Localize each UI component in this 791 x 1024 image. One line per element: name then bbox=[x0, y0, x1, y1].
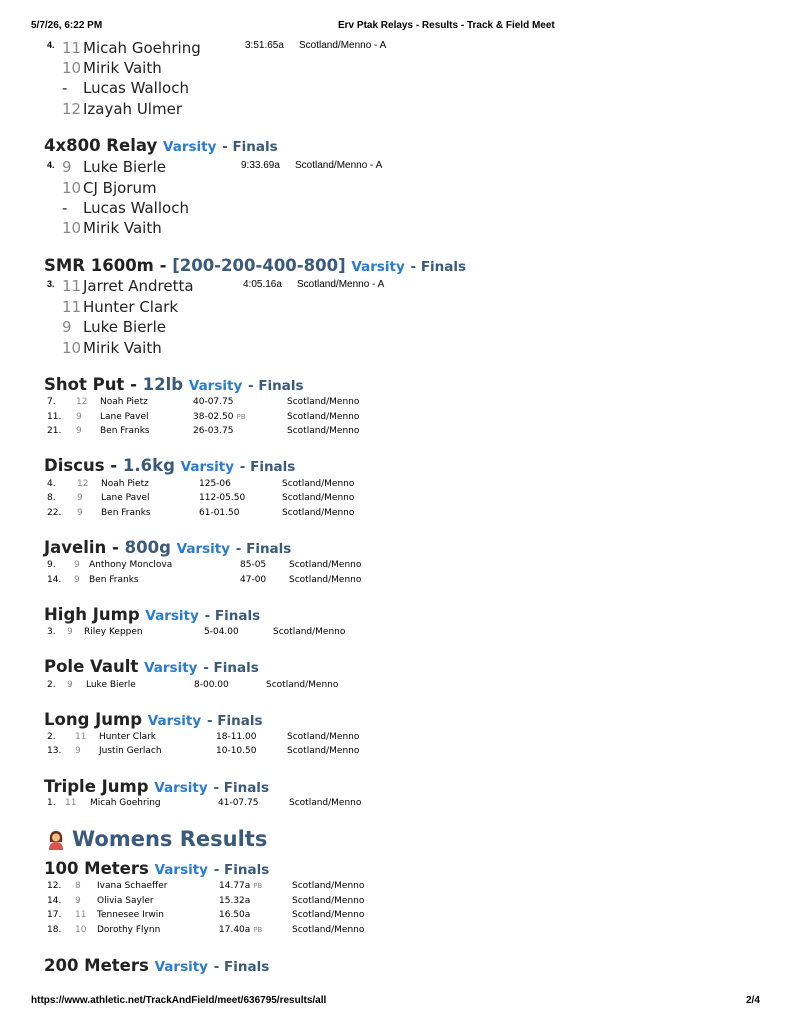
relay-place: 4. bbox=[47, 160, 55, 170]
event-title-pole-vault[interactable]: Pole Vault Varsity - Finals bbox=[44, 657, 259, 676]
mark: 17.40a PB bbox=[219, 925, 263, 935]
athlete-name[interactable]: Ben Franks bbox=[101, 508, 151, 518]
relay-team[interactable]: Scotland/Menno - A bbox=[295, 160, 383, 171]
woman-icon bbox=[46, 829, 66, 851]
athlete-name[interactable]: Justin Gerlach bbox=[99, 746, 162, 756]
grade: 10 bbox=[75, 925, 87, 935]
grade: 9 bbox=[76, 426, 82, 436]
pb-badge: PB bbox=[253, 882, 263, 890]
relay-time: 3:51.65a bbox=[245, 40, 284, 51]
grade: 9 bbox=[67, 680, 73, 690]
section-heading-womens: Womens Results bbox=[72, 827, 268, 851]
team[interactable]: Scotland/Menno bbox=[292, 881, 365, 891]
place: 14. bbox=[47, 575, 62, 585]
place: 4. bbox=[47, 479, 56, 489]
relay-time: 4:05.16a bbox=[243, 279, 282, 290]
mark: 38-02.50 PB bbox=[193, 412, 246, 422]
grade: 9 bbox=[74, 575, 80, 585]
mark: 18-11.00 bbox=[216, 732, 257, 742]
event-title-high-jump[interactable]: High Jump Varsity - Finals bbox=[44, 605, 261, 624]
event-title-200m[interactable]: 200 Meters Varsity - Finals bbox=[44, 956, 270, 975]
runner-name[interactable]: Lucas Walloch bbox=[83, 199, 189, 217]
athlete-name[interactable]: Lane Pavel bbox=[100, 412, 149, 422]
runner-name[interactable]: Izayah Ulmer bbox=[83, 100, 182, 118]
place: 22. bbox=[47, 508, 62, 518]
mark: 10-10.50 bbox=[216, 746, 257, 756]
athlete-name[interactable]: Luke Bierle bbox=[86, 680, 136, 690]
relay-place: 3. bbox=[47, 279, 55, 289]
event-title-triple-jump[interactable]: Triple Jump Varsity - Finals bbox=[44, 777, 269, 796]
team[interactable]: Scotland/Menno bbox=[273, 627, 346, 637]
runner-name[interactable]: Micah Goehring bbox=[83, 39, 201, 57]
athlete-name[interactable]: Ben Franks bbox=[100, 426, 150, 436]
mark: 26-03.75 bbox=[193, 426, 234, 436]
relay-place: 4. bbox=[47, 40, 55, 50]
print-title: Erv Ptak Relays - Results - Track & Field Meet bbox=[338, 20, 555, 31]
team[interactable]: Scotland/Menno bbox=[289, 798, 362, 808]
team[interactable]: Scotland/Menno bbox=[282, 493, 355, 503]
place: 14. bbox=[47, 896, 62, 906]
runner-row: 11 Jarret Andretta bbox=[62, 277, 194, 295]
runner-row: 11 Hunter Clark bbox=[62, 298, 179, 316]
runner-row: 11 Micah Goehring bbox=[62, 39, 201, 57]
grade: 11 bbox=[75, 732, 87, 742]
team[interactable]: Scotland/Menno bbox=[287, 412, 360, 422]
grade: 11 bbox=[75, 910, 87, 920]
place: 8. bbox=[47, 493, 56, 503]
grade: 12 bbox=[77, 479, 89, 489]
grade: 8 bbox=[75, 881, 81, 891]
athlete-name[interactable]: Noah Pietz bbox=[100, 397, 148, 407]
athlete-name[interactable]: Micah Goehring bbox=[90, 798, 161, 808]
event-title-javelin[interactable]: Javelin - 800g Varsity - Finals bbox=[44, 538, 292, 557]
pb-badge: PB bbox=[236, 413, 246, 421]
mark: 16.50a bbox=[219, 910, 251, 920]
team[interactable]: Scotland/Menno bbox=[289, 560, 362, 570]
print-datetime: 5/7/26, 6:22 PM bbox=[31, 20, 103, 31]
athlete-name[interactable]: Ben Franks bbox=[89, 575, 139, 585]
runner-name[interactable]: Hunter Clark bbox=[83, 298, 179, 316]
event-title-long-jump[interactable]: Long Jump Varsity - Finals bbox=[44, 710, 263, 729]
mark: 47-00 bbox=[240, 575, 267, 585]
result-row: 7. bbox=[47, 397, 56, 407]
print-page-number: 2/4 bbox=[746, 995, 760, 1006]
event-title-smr[interactable]: SMR 1600m - [200-200-400-800] Varsity - Finals bbox=[44, 256, 467, 275]
event-title-discus[interactable]: Discus - 1.6kg Varsity - Finals bbox=[44, 456, 296, 475]
mark: 8-00.00 bbox=[194, 680, 229, 690]
mark: 5-04.00 bbox=[204, 627, 239, 637]
runner-name[interactable]: Mirik Vaith bbox=[83, 59, 162, 77]
grade: 9 bbox=[77, 493, 83, 503]
athlete-name[interactable]: Dorothy Flynn bbox=[97, 925, 161, 935]
team[interactable]: Scotland/Menno bbox=[287, 426, 360, 436]
grade: 9 bbox=[77, 508, 83, 518]
mark: 61-01.50 bbox=[199, 508, 240, 518]
runner-row: - Lucas Walloch bbox=[62, 79, 189, 97]
mark: 85-05 bbox=[240, 560, 267, 570]
team[interactable]: Scotland/Menno bbox=[292, 910, 365, 920]
place: 17. bbox=[47, 910, 62, 920]
place: 13. bbox=[47, 746, 62, 756]
team[interactable]: Scotland/Menno bbox=[287, 746, 360, 756]
grade: 11 bbox=[65, 798, 77, 808]
athlete-name[interactable]: Lane Pavel bbox=[101, 493, 150, 503]
place: 2. bbox=[47, 680, 56, 690]
athlete-name[interactable]: Riley Keppen bbox=[84, 627, 143, 637]
place: 11. bbox=[47, 412, 62, 422]
athlete-name[interactable]: Anthony Monclova bbox=[89, 560, 173, 570]
relay-team[interactable]: Scotland/Menno - A bbox=[299, 40, 387, 51]
athlete-name[interactable]: Noah Pietz bbox=[101, 479, 149, 489]
grade: 9 bbox=[76, 412, 82, 422]
runner-name[interactable]: Luke Bierle bbox=[83, 158, 166, 176]
runner-row: 9 Luke Bierle bbox=[62, 158, 166, 176]
event-title-shot-put[interactable]: Shot Put - 12lb Varsity - Finals bbox=[44, 375, 304, 394]
grade: 9 bbox=[67, 627, 73, 637]
team[interactable]: Scotland/Menno bbox=[287, 397, 360, 407]
grade: 9 bbox=[75, 746, 81, 756]
relay-time: 9:33.69a bbox=[241, 160, 280, 171]
team[interactable]: Scotland/Menno bbox=[292, 925, 365, 935]
mark: 112-05.50 bbox=[199, 493, 246, 503]
runner-row: 9 Luke Bierle bbox=[62, 318, 166, 336]
place: 9. bbox=[47, 560, 56, 570]
runner-row: - Lucas Walloch bbox=[62, 199, 189, 217]
athlete-name[interactable]: Tennesee Irwin bbox=[97, 910, 164, 920]
runner-row: 10 Mirik Vaith bbox=[62, 59, 162, 77]
runner-name[interactable]: Mirik Vaith bbox=[83, 339, 162, 357]
place: 1. bbox=[47, 798, 56, 808]
mark: 41-07.75 bbox=[218, 798, 259, 808]
place: 18. bbox=[47, 925, 62, 935]
athlete-name[interactable]: Hunter Clark bbox=[99, 732, 157, 742]
team[interactable]: Scotland/Menno bbox=[282, 479, 355, 489]
runner-name[interactable]: CJ Bjorum bbox=[83, 179, 157, 197]
place: 12. bbox=[47, 881, 62, 891]
grade: 12 bbox=[76, 397, 88, 407]
runner-row: 12 Izayah Ulmer bbox=[62, 100, 182, 118]
event-title-100m[interactable]: 100 Meters Varsity - Finals bbox=[44, 859, 270, 878]
mark: 14.77a PB bbox=[219, 881, 263, 891]
team[interactable]: Scotland/Menno bbox=[287, 732, 360, 742]
athlete-name[interactable]: Olivia Sayler bbox=[97, 896, 154, 906]
runner-row: 10 CJ Bjorum bbox=[62, 179, 157, 197]
event-title-4x800[interactable]: 4x800 Relay Varsity - Finals bbox=[44, 136, 278, 155]
relay-team[interactable]: Scotland/Menno - A bbox=[297, 279, 385, 290]
runner-row: 10 Mirik Vaith bbox=[62, 219, 162, 237]
pb-badge: PB bbox=[253, 926, 263, 934]
place: 21. bbox=[47, 426, 62, 436]
place: 3. bbox=[47, 627, 56, 637]
team[interactable]: Scotland/Menno bbox=[289, 575, 362, 585]
mark: 125-06 bbox=[199, 479, 231, 489]
place: 2. bbox=[47, 732, 56, 742]
athlete-name[interactable]: Ivana Schaeffer bbox=[97, 881, 168, 891]
grade: 9 bbox=[74, 560, 80, 570]
print-url: https://www.athletic.net/TrackAndField/meet/636795/results/all bbox=[31, 995, 327, 1006]
mark: 15.32a bbox=[219, 896, 251, 906]
runner-name[interactable]: Jarret Andretta bbox=[83, 277, 194, 295]
mark: 40-07.75 bbox=[193, 397, 234, 407]
runner-row: 10 Mirik Vaith bbox=[62, 339, 162, 357]
runner-name[interactable]: Mirik Vaith bbox=[83, 219, 162, 237]
runner-name[interactable]: Luke Bierle bbox=[83, 318, 166, 336]
team[interactable]: Scotland/Menno bbox=[292, 896, 365, 906]
team[interactable]: Scotland/Menno bbox=[282, 508, 355, 518]
grade: 9 bbox=[75, 896, 81, 906]
runner-name[interactable]: Lucas Walloch bbox=[83, 79, 189, 97]
team[interactable]: Scotland/Menno bbox=[266, 680, 339, 690]
